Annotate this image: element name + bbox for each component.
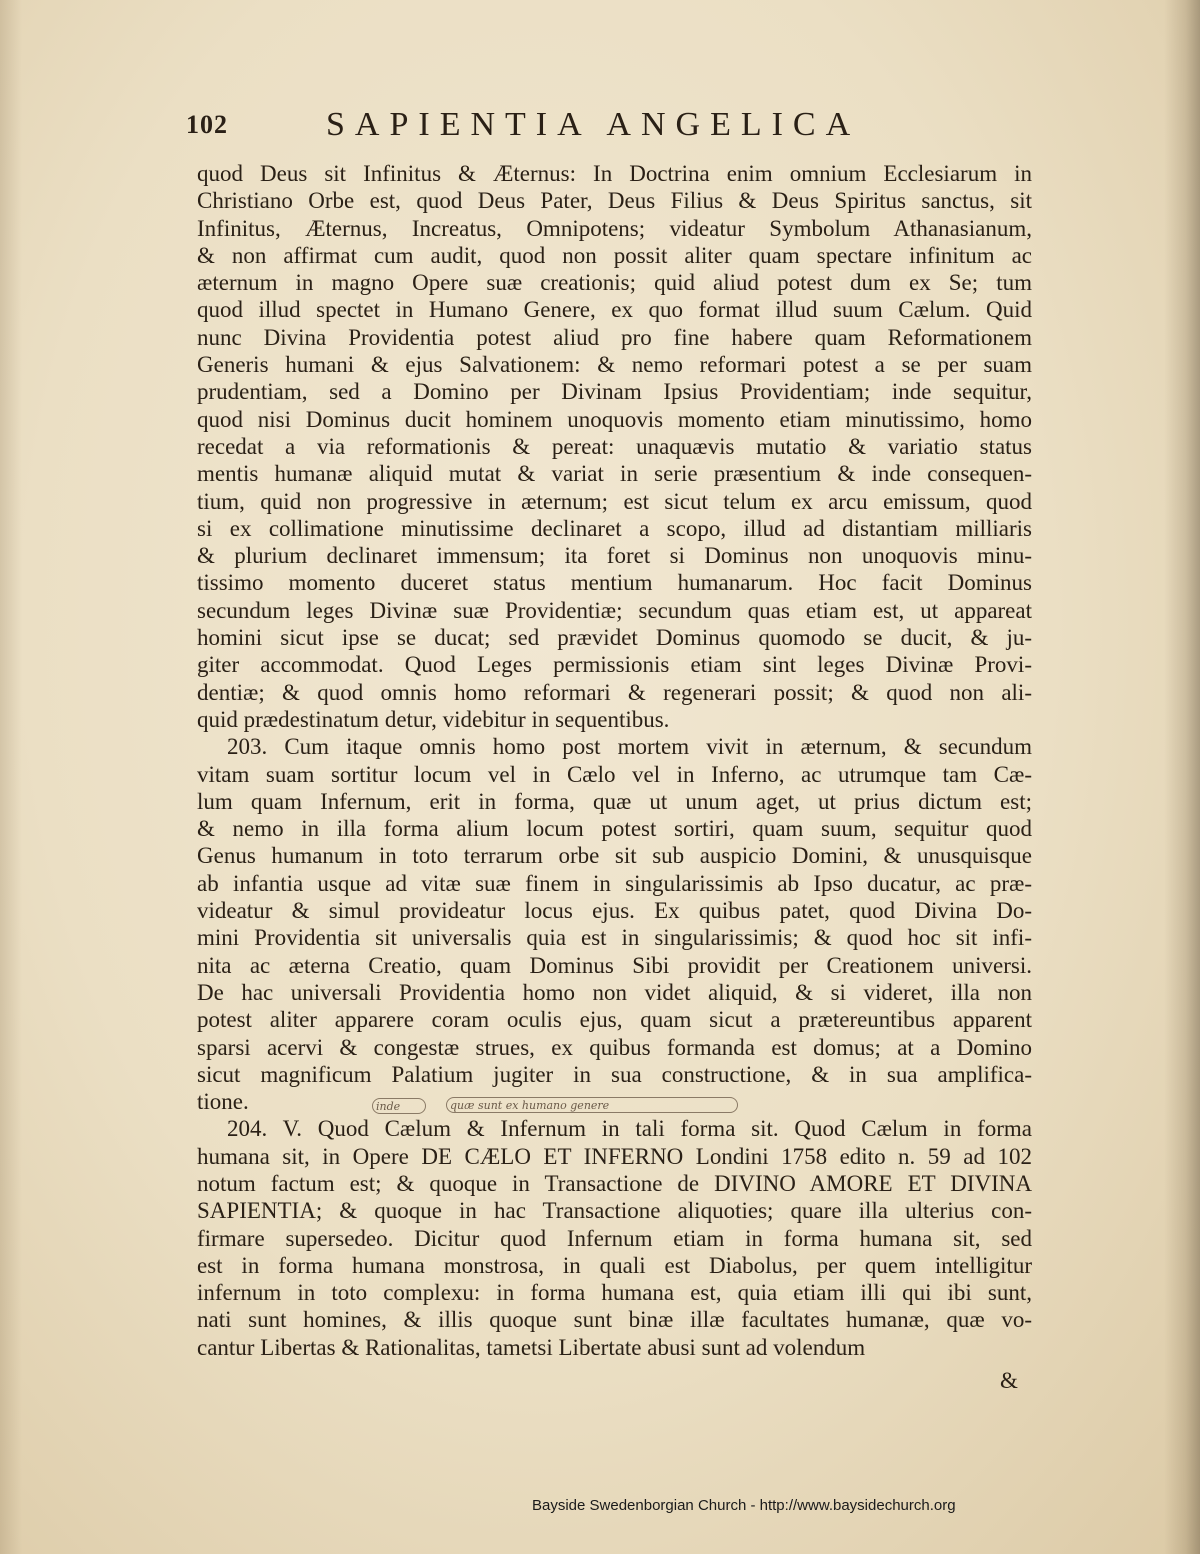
- text-line: 204. V. Quod Cælum & Infernum in tali forma sit. Quod Cælum in forma: [227, 1116, 1032, 1142]
- text-line: SAPIENTIA; & quoque in hac Transactione aliquoties; quare illa ulterius con-: [197, 1198, 1032, 1224]
- site-watermark: Bayside Swedenborgian Church - http://www.baysidechurch.org: [532, 1497, 956, 1514]
- page-right-shadow: [1164, 0, 1200, 1554]
- body-text: [197, 160, 1032, 1361]
- text-line: mini Providentia sit universalis quia est in singularissimis; & quod hoc sit infi-: [197, 925, 1032, 951]
- page-left-shadow: [0, 0, 22, 1554]
- text-line: & nemo in illa forma alium locum potest sortiri, quam suum, sequitur quod: [197, 816, 1032, 842]
- text-line: Genus humanum in toto terrarum orbe sit sub auspicio Domini, & unusquisque: [197, 843, 1032, 869]
- page-number: 102: [186, 110, 228, 139]
- text-line: prudentiam, sed a Domino per Divinam Ipsius Providentiam; inde sequitur,: [197, 379, 1032, 405]
- paragraph-204: [197, 1115, 1032, 1361]
- text-line: tissimo momento duceret status mentium humanarum. Hoc facit Dominus: [197, 570, 1032, 596]
- catchword: &: [1000, 1368, 1018, 1393]
- text-line: æternum in magno Opere suæ creationis; quid aliud potest dum ex Se; tum: [197, 270, 1032, 296]
- text-line: quid prædestinatum detur, videbitur in sequentibus.: [197, 706, 670, 732]
- text-line: est in forma humana monstrosa, in quali est Diabolus, per quem intelligitur: [197, 1252, 1032, 1278]
- handwritten-annotation: inde: [376, 1100, 401, 1113]
- text-line: & non affirmat cum audit, quod non possit aliter quam spectare infinitum ac: [197, 242, 1032, 268]
- text-line: videatur & simul provideatur locus ejus. Ex quibus patet, quod Divina Do-: [197, 898, 1032, 924]
- text-line: quod illud spectet in Humano Genere, ex quo format illud suum Cælum. Quid: [197, 297, 1032, 323]
- text-line: potest aliter apparere coram oculis ejus, quam sicut a prætereuntibus apparent: [197, 1007, 1032, 1033]
- text-line: sicut magnificum Palatium jugiter in sua constructione, & in sua amplifica-: [197, 1061, 1032, 1087]
- text-line: infernum in toto complexu: in forma humana est, quia etiam illi qui ibi sunt,: [197, 1280, 1032, 1306]
- text-line: ab infantia usque ad vitæ suæ finem in singularissimis ab Ipso ducatur, ac præ-: [197, 870, 1032, 896]
- text-line: Generis humani & ejus Salvationem: & nemo reformari potest a se per suam: [197, 352, 1032, 378]
- text-line: De hac universali Providentia homo non videt aliquid, & si videret, illa non: [197, 979, 1032, 1005]
- paragraph-202-continued: [197, 160, 1032, 733]
- text-line: firmare supersedeo. Dicitur quod Infernum etiam in forma humana sit, sed: [197, 1225, 1032, 1251]
- text-line: Christiano Orbe est, quod Deus Pater, Deus Filius & Deus Spiritus sanctus, sit: [197, 188, 1032, 214]
- text-line: nita ac æterna Creatio, quam Dominus Sibi providit per Creationem universi.: [197, 952, 1032, 978]
- text-line: recedat a via reformationis & pereat: unaquævis mutatio & variatio status: [197, 433, 1032, 459]
- text-line: Infinitus, Æternus, Increatus, Omnipotens; videatur Symbolum Athanasianum,: [197, 215, 1032, 241]
- text-line: quod nisi Dominus ducit hominem unoquovis momento etiam minutissimo, homo: [197, 406, 1032, 432]
- text-line: 203. Cum itaque omnis homo post mortem vivit in æternum, & secundum: [227, 734, 1032, 760]
- text-line: nati sunt homines, & illis quoque sunt binæ illæ facultates humanæ, quæ vo-: [197, 1307, 1032, 1333]
- text-line: cantur Libertas & Rationalitas, tametsi Libertate abusi sunt ad volendum: [197, 1334, 866, 1360]
- text-line: tione.: [197, 1089, 249, 1115]
- text-line: dentiæ; & quod omnis homo reformari & regenerari possit; & quod non ali-: [197, 679, 1032, 705]
- text-line: humana sit, in Opere DE CÆLO ET INFERNO Londini 1758 edito n. 59 ad 102: [197, 1143, 1032, 1169]
- text-line: nunc Divina Providentia potest aliud pro fine habere quam Reformationem: [197, 324, 1032, 350]
- text-line: homini sicut ipse se ducat; sed prævidet Dominus quomodo se ducit, & ju-: [197, 625, 1032, 651]
- text-line: quod Deus sit Infinitus & Æternus: In Doctrina enim omnium Ecclesiarum in: [197, 161, 1032, 186]
- page-header: [186, 106, 986, 154]
- text-line: lum quam Infernum, erit in forma, quæ ut unum aget, ut prius dictum est;: [197, 788, 1032, 814]
- text-line: sparsi acervi & congestæ strues, ex quibus formanda est domus; at a Domino: [197, 1034, 1032, 1060]
- text-line: mentis humanæ aliquid mutat & variat in serie præsentium & inde consequen-: [197, 461, 1032, 487]
- text-line: giter accommodat. Quod Leges permissionis etiam sint leges Divinæ Provi-: [197, 652, 1032, 678]
- paragraph-203: [197, 733, 1032, 1115]
- text-line: vitam suam sortitur locum vel in Cælo vel in Inferno, ac utrumque tam Cæ-: [197, 761, 1032, 787]
- text-line: tium, quid non progressive in æternum; est sicut telum ex arcu emissum, quod: [197, 488, 1032, 514]
- text-line: & plurium declinaret immensum; ita foret si Dominus non unoquovis minu-: [197, 543, 1032, 569]
- handwritten-annotation: quæ sunt ex humano genere: [450, 1099, 610, 1112]
- text-line: si ex collimatione minutissime declinaret a scopo, illud ad distantiam milliaris: [197, 515, 1032, 541]
- running-title: SAPIENTIA ANGELICA: [326, 106, 861, 143]
- text-line: notum factum est; & quoque in Transactione de DIVINO AMORE ET DIVINA: [197, 1170, 1032, 1196]
- text-line: secundum leges Divinæ suæ Providentiæ; secundum quas etiam est, ut appareat: [197, 597, 1032, 623]
